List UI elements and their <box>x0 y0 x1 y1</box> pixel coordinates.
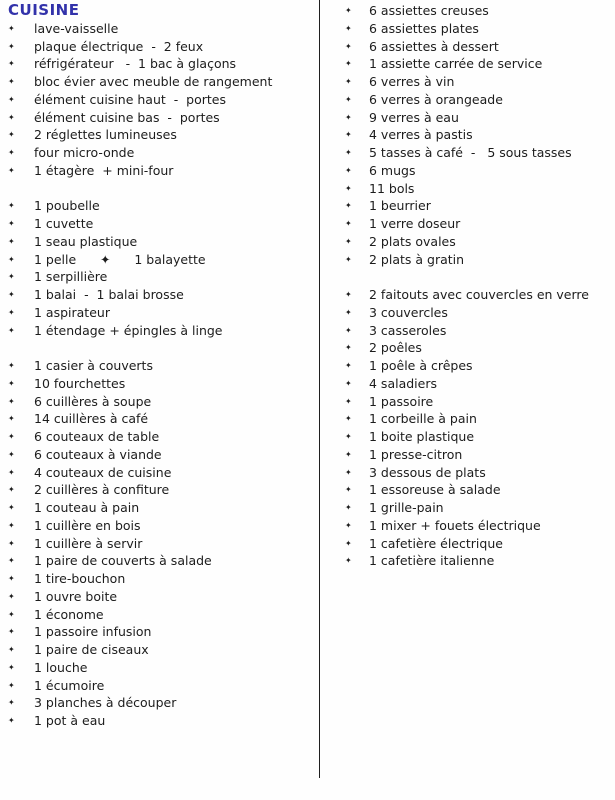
diamond-bullet-icon: ✦ <box>8 520 15 530</box>
list-item <box>8 588 314 606</box>
diamond-bullet-icon: ✦ <box>8 254 15 264</box>
list-item <box>345 144 611 162</box>
list-item <box>8 322 314 340</box>
list-item <box>8 357 314 375</box>
diamond-bullet-icon: ✦ <box>345 77 352 86</box>
list-item-text: 1 boite plastique <box>369 429 475 444</box>
list-item-text: 6 assiettes plates <box>369 20 479 36</box>
list-item-text: 14 cuillères à café <box>34 411 149 427</box>
list-item-text: 1 couteau à pain <box>34 500 140 515</box>
list-item <box>8 535 314 553</box>
list-item-text: 6 verres à orangeade <box>369 91 503 107</box>
list-item-text: 1 ouvre boite <box>34 588 118 604</box>
list-item-text: 1 seau plastique <box>34 233 138 249</box>
list-item-text: 1 essoreuse à salade <box>369 482 501 498</box>
list-item-text: 3 casseroles <box>369 322 447 338</box>
diamond-bullet-icon: ✦ <box>8 503 15 512</box>
list-item <box>345 552 611 570</box>
list-item <box>345 251 611 269</box>
diamond-bullet-icon: ✦ <box>8 94 15 104</box>
diamond-bullet-icon: ✦ <box>345 556 352 566</box>
list-item-text: 1 paire de couverts à salade <box>34 553 212 569</box>
diamond-bullet-icon: ✦ <box>8 556 15 566</box>
list-item <box>8 268 314 286</box>
list-item-text: plaque électrique - 2 feux <box>34 38 204 54</box>
diamond-bullet-icon: ✦ <box>345 467 352 477</box>
list-item <box>345 233 611 251</box>
diamond-bullet-icon: ✦ <box>345 520 352 530</box>
list-item-text: 6 couteaux de table <box>34 429 160 444</box>
list-item-text: 3 planches à découper <box>34 695 177 711</box>
list-item <box>8 251 314 269</box>
list-item-text: lave-vaisselle <box>34 20 119 36</box>
list-item <box>345 446 611 464</box>
diamond-bullet-icon: ✦ <box>345 538 352 548</box>
column-divider <box>319 0 320 778</box>
list-item <box>8 446 314 464</box>
list-item <box>345 393 611 411</box>
list-item-text: 1 cuillère à servir <box>34 535 143 551</box>
cutlery-utensils-list <box>8 357 314 730</box>
diamond-bullet-icon: ✦ <box>345 361 352 370</box>
diamond-bullet-icon: ✦ <box>345 503 352 512</box>
diamond-bullet-icon: ✦ <box>8 645 15 654</box>
diamond-bullet-icon: ✦ <box>8 59 15 69</box>
list-item <box>8 659 314 677</box>
left-column <box>8 2 314 730</box>
list-item-text: four micro-onde <box>34 145 135 160</box>
list-item-text: 4 saladiers <box>369 375 437 391</box>
diamond-bullet-icon: ✦ <box>8 361 15 370</box>
diamond-bullet-icon: ✦ <box>345 236 352 246</box>
list-item-text: 9 verres à eau <box>369 109 459 125</box>
cookware-list <box>345 286 611 570</box>
right-column <box>345 2 611 570</box>
list-item <box>8 55 314 73</box>
list-item <box>8 428 314 446</box>
list-item-text: 1 cuillère en bois <box>34 517 141 533</box>
diamond-bullet-icon: ✦ <box>345 396 352 406</box>
list-item-text: 1 poubelle <box>34 198 100 214</box>
list-item-text: 3 dessous de plats <box>369 464 486 480</box>
list-item-text: élément cuisine haut - portes <box>34 91 226 107</box>
list-item-text: 1 passoire infusion <box>34 624 152 640</box>
diamond-bullet-icon: ✦ <box>345 130 352 140</box>
list-item-text: 1 verre doseur <box>369 216 461 231</box>
list-item-text: 1 assiette carrée de service <box>369 56 543 72</box>
list-item <box>8 410 314 428</box>
list-item-text: 2 cuillères à confiture <box>34 482 170 498</box>
list-item <box>345 357 611 375</box>
list-item-text: 5 tasses à café - 5 sous tasses <box>369 145 572 160</box>
list-item <box>345 410 611 428</box>
list-item <box>8 712 314 730</box>
list-item-text: 1 grille-pain <box>369 500 444 515</box>
list-item-text: 1 mixer + fouets électrique <box>369 517 541 533</box>
diamond-bullet-icon: ✦ <box>8 449 15 459</box>
list-item-text: 2 plats à gratin <box>369 251 465 267</box>
list-item <box>345 517 611 535</box>
diamond-bullet-icon: ✦ <box>8 112 15 122</box>
list-item-text: 1 économe <box>34 606 104 622</box>
list-item-text: 6 verres à vin <box>369 74 455 89</box>
list-item-text: 1 louche <box>34 659 88 675</box>
list-item <box>345 481 611 499</box>
diamond-bullet-icon: ✦ <box>8 591 15 601</box>
diamond-bullet-icon: ✦ <box>8 432 15 441</box>
diamond-bullet-icon: ✦ <box>8 41 15 51</box>
list-item-text: 4 verres à pastis <box>369 127 473 143</box>
diamond-bullet-icon: ✦ <box>8 396 15 406</box>
diamond-bullet-icon: ✦ <box>8 77 15 86</box>
list-item <box>8 197 314 215</box>
diamond-bullet-icon: ✦ <box>8 378 15 388</box>
list-item <box>8 499 314 517</box>
list-item <box>8 517 314 535</box>
list-item-text: 2 plats ovales <box>369 233 456 249</box>
list-item <box>8 375 314 393</box>
diamond-bullet-icon: ✦ <box>345 23 352 33</box>
list-item <box>345 20 611 38</box>
list-item-text: 2 faitouts avec couvercles en verre <box>369 287 589 302</box>
diamond-bullet-icon: ✦ <box>345 485 352 495</box>
list-item-text: 6 mugs <box>369 162 416 178</box>
list-item <box>8 109 314 127</box>
list-item-text: 1 étagère + mini-four <box>34 162 174 178</box>
list-item-text: 1 tire-bouchon <box>34 571 126 586</box>
tableware-list <box>345 2 611 268</box>
list-item-text: 2 réglettes lumineuses <box>34 127 177 143</box>
list-item-text: 6 cuillères à soupe <box>34 393 152 409</box>
diamond-bullet-icon: ✦ <box>345 201 352 211</box>
diamond-bullet-icon: ✦ <box>345 219 352 228</box>
list-item <box>8 304 314 322</box>
diamond-bullet-icon: ✦ <box>345 165 352 175</box>
list-item <box>8 570 314 588</box>
diamond-bullet-icon: ✦ <box>345 343 352 353</box>
diamond-bullet-icon: ✦ <box>345 41 352 51</box>
list-item-text: élément cuisine bas - portes <box>34 109 220 125</box>
list-item <box>8 464 314 482</box>
list-item-text: 1 serpillière <box>34 269 108 285</box>
list-item <box>345 197 611 215</box>
list-item <box>345 322 611 340</box>
list-item <box>8 162 314 180</box>
list-item <box>345 464 611 482</box>
diamond-bullet-icon: ✦ <box>8 467 15 477</box>
list-item <box>345 162 611 180</box>
diamond-bullet-icon: ✦ <box>8 201 15 211</box>
list-item <box>345 109 611 127</box>
list-item-text: 3 couvercles <box>369 304 448 320</box>
diamond-bullet-icon: ✦ <box>8 148 15 157</box>
list-item <box>345 535 611 553</box>
diamond-bullet-icon: ✦ <box>8 290 15 299</box>
diamond-bullet-icon: ✦ <box>345 112 352 122</box>
diamond-bullet-icon: ✦ <box>8 165 15 175</box>
list-item <box>345 180 611 198</box>
list-item-text: 1 pot à eau <box>34 713 106 728</box>
list-item-text: 1 beurrier <box>369 198 431 214</box>
list-item <box>8 481 314 499</box>
list-item-text: 10 fourchettes <box>34 375 126 391</box>
list-item <box>345 38 611 56</box>
list-item <box>8 144 314 162</box>
list-item-text: 6 assiettes creuses <box>369 3 489 18</box>
list-item-text: 1 cafetière électrique <box>369 535 503 551</box>
diamond-bullet-icon: ✦ <box>345 148 352 157</box>
list-item <box>345 126 611 144</box>
diamond-bullet-icon: ✦ <box>345 183 352 193</box>
list-item-text: 1 pelle ✦ 1 balayette <box>34 251 206 267</box>
list-item-text: 11 bols <box>369 180 415 196</box>
cleaning-items-list <box>8 197 314 339</box>
list-item <box>345 55 611 73</box>
list-item <box>345 215 611 233</box>
list-item-text: 1 balai - 1 balai brosse <box>34 287 184 302</box>
list-item <box>345 304 611 322</box>
list-item <box>345 375 611 393</box>
list-item <box>8 677 314 695</box>
page-title: CUISINE <box>8 1 80 19</box>
list-item-text: 1 presse-citron <box>369 446 463 462</box>
diamond-bullet-icon: ✦ <box>8 716 15 725</box>
diamond-bullet-icon: ✦ <box>8 662 15 672</box>
list-item <box>345 286 611 304</box>
list-item <box>8 73 314 91</box>
diamond-bullet-icon: ✦ <box>345 254 352 264</box>
list-item <box>8 20 314 38</box>
diamond-bullet-icon: ✦ <box>345 325 352 335</box>
list-item-text: 1 écumoire <box>34 677 105 693</box>
diamond-bullet-icon: ✦ <box>8 609 15 619</box>
diamond-bullet-icon: ✦ <box>8 272 15 282</box>
diamond-bullet-icon: ✦ <box>8 698 15 708</box>
list-item <box>8 38 314 56</box>
list-item <box>8 641 314 659</box>
diamond-bullet-icon: ✦ <box>8 627 15 637</box>
diamond-bullet-icon: ✦ <box>8 130 15 140</box>
list-item-text: réfrigérateur - 1 bac à glaçons <box>34 56 237 72</box>
diamond-bullet-icon: ✦ <box>8 236 15 246</box>
list-item-text: 6 couteaux à viande <box>34 446 162 462</box>
diamond-bullet-icon: ✦ <box>345 94 352 104</box>
appliances-list <box>8 20 314 180</box>
list-item-text: 1 paire de ciseaux <box>34 642 149 657</box>
list-item <box>8 126 314 144</box>
list-item <box>8 393 314 411</box>
diamond-bullet-icon: ✦ <box>8 414 15 424</box>
list-item-text: 1 poêle à crêpes <box>369 358 473 373</box>
diamond-bullet-icon: ✦ <box>345 414 352 424</box>
diamond-bullet-icon: ✦ <box>8 23 15 33</box>
diamond-bullet-icon: ✦ <box>8 307 15 317</box>
diamond-bullet-icon: ✦ <box>8 485 15 495</box>
list-item-text: 1 aspirateur <box>34 304 110 320</box>
list-item-text: 1 passoire <box>369 393 434 409</box>
list-item <box>345 428 611 446</box>
diamond-bullet-icon: ✦ <box>8 538 15 548</box>
list-item-text: 1 cafetière italienne <box>369 553 495 569</box>
list-item <box>8 286 314 304</box>
list-item-text: 6 assiettes à dessert <box>369 38 499 54</box>
diamond-bullet-icon: ✦ <box>345 307 352 317</box>
list-item-text: 1 étendage + épingles à linge <box>34 322 223 338</box>
diamond-bullet-icon: ✦ <box>8 219 15 228</box>
list-item <box>345 73 611 91</box>
diamond-bullet-icon: ✦ <box>8 574 15 583</box>
list-item <box>345 2 611 20</box>
diamond-bullet-icon: ✦ <box>345 290 352 299</box>
list-item <box>8 233 314 251</box>
list-item-text: bloc évier avec meuble de rangement <box>34 74 273 89</box>
diamond-bullet-icon: ✦ <box>8 680 15 690</box>
diamond-bullet-icon: ✦ <box>345 59 352 69</box>
list-item <box>345 499 611 517</box>
list-item-text: 1 cuvette <box>34 216 94 231</box>
diamond-bullet-icon: ✦ <box>345 432 352 441</box>
list-item <box>8 91 314 109</box>
list-item <box>8 606 314 624</box>
list-item-text: 1 corbeille à pain <box>369 411 477 427</box>
list-item-text: 4 couteaux de cuisine <box>34 464 172 480</box>
list-item <box>345 339 611 357</box>
diamond-bullet-icon: ✦ <box>345 449 352 459</box>
diamond-bullet-icon: ✦ <box>345 378 352 388</box>
list-item <box>8 215 314 233</box>
list-item-text: 2 poêles <box>369 340 422 356</box>
diamond-bullet-icon: ✦ <box>345 6 352 15</box>
list-item <box>8 623 314 641</box>
list-item <box>345 91 611 109</box>
list-item <box>8 552 314 570</box>
list-item-text: 1 casier à couverts <box>34 358 153 373</box>
diamond-bullet-icon: ✦ <box>8 325 15 335</box>
list-item <box>8 694 314 712</box>
